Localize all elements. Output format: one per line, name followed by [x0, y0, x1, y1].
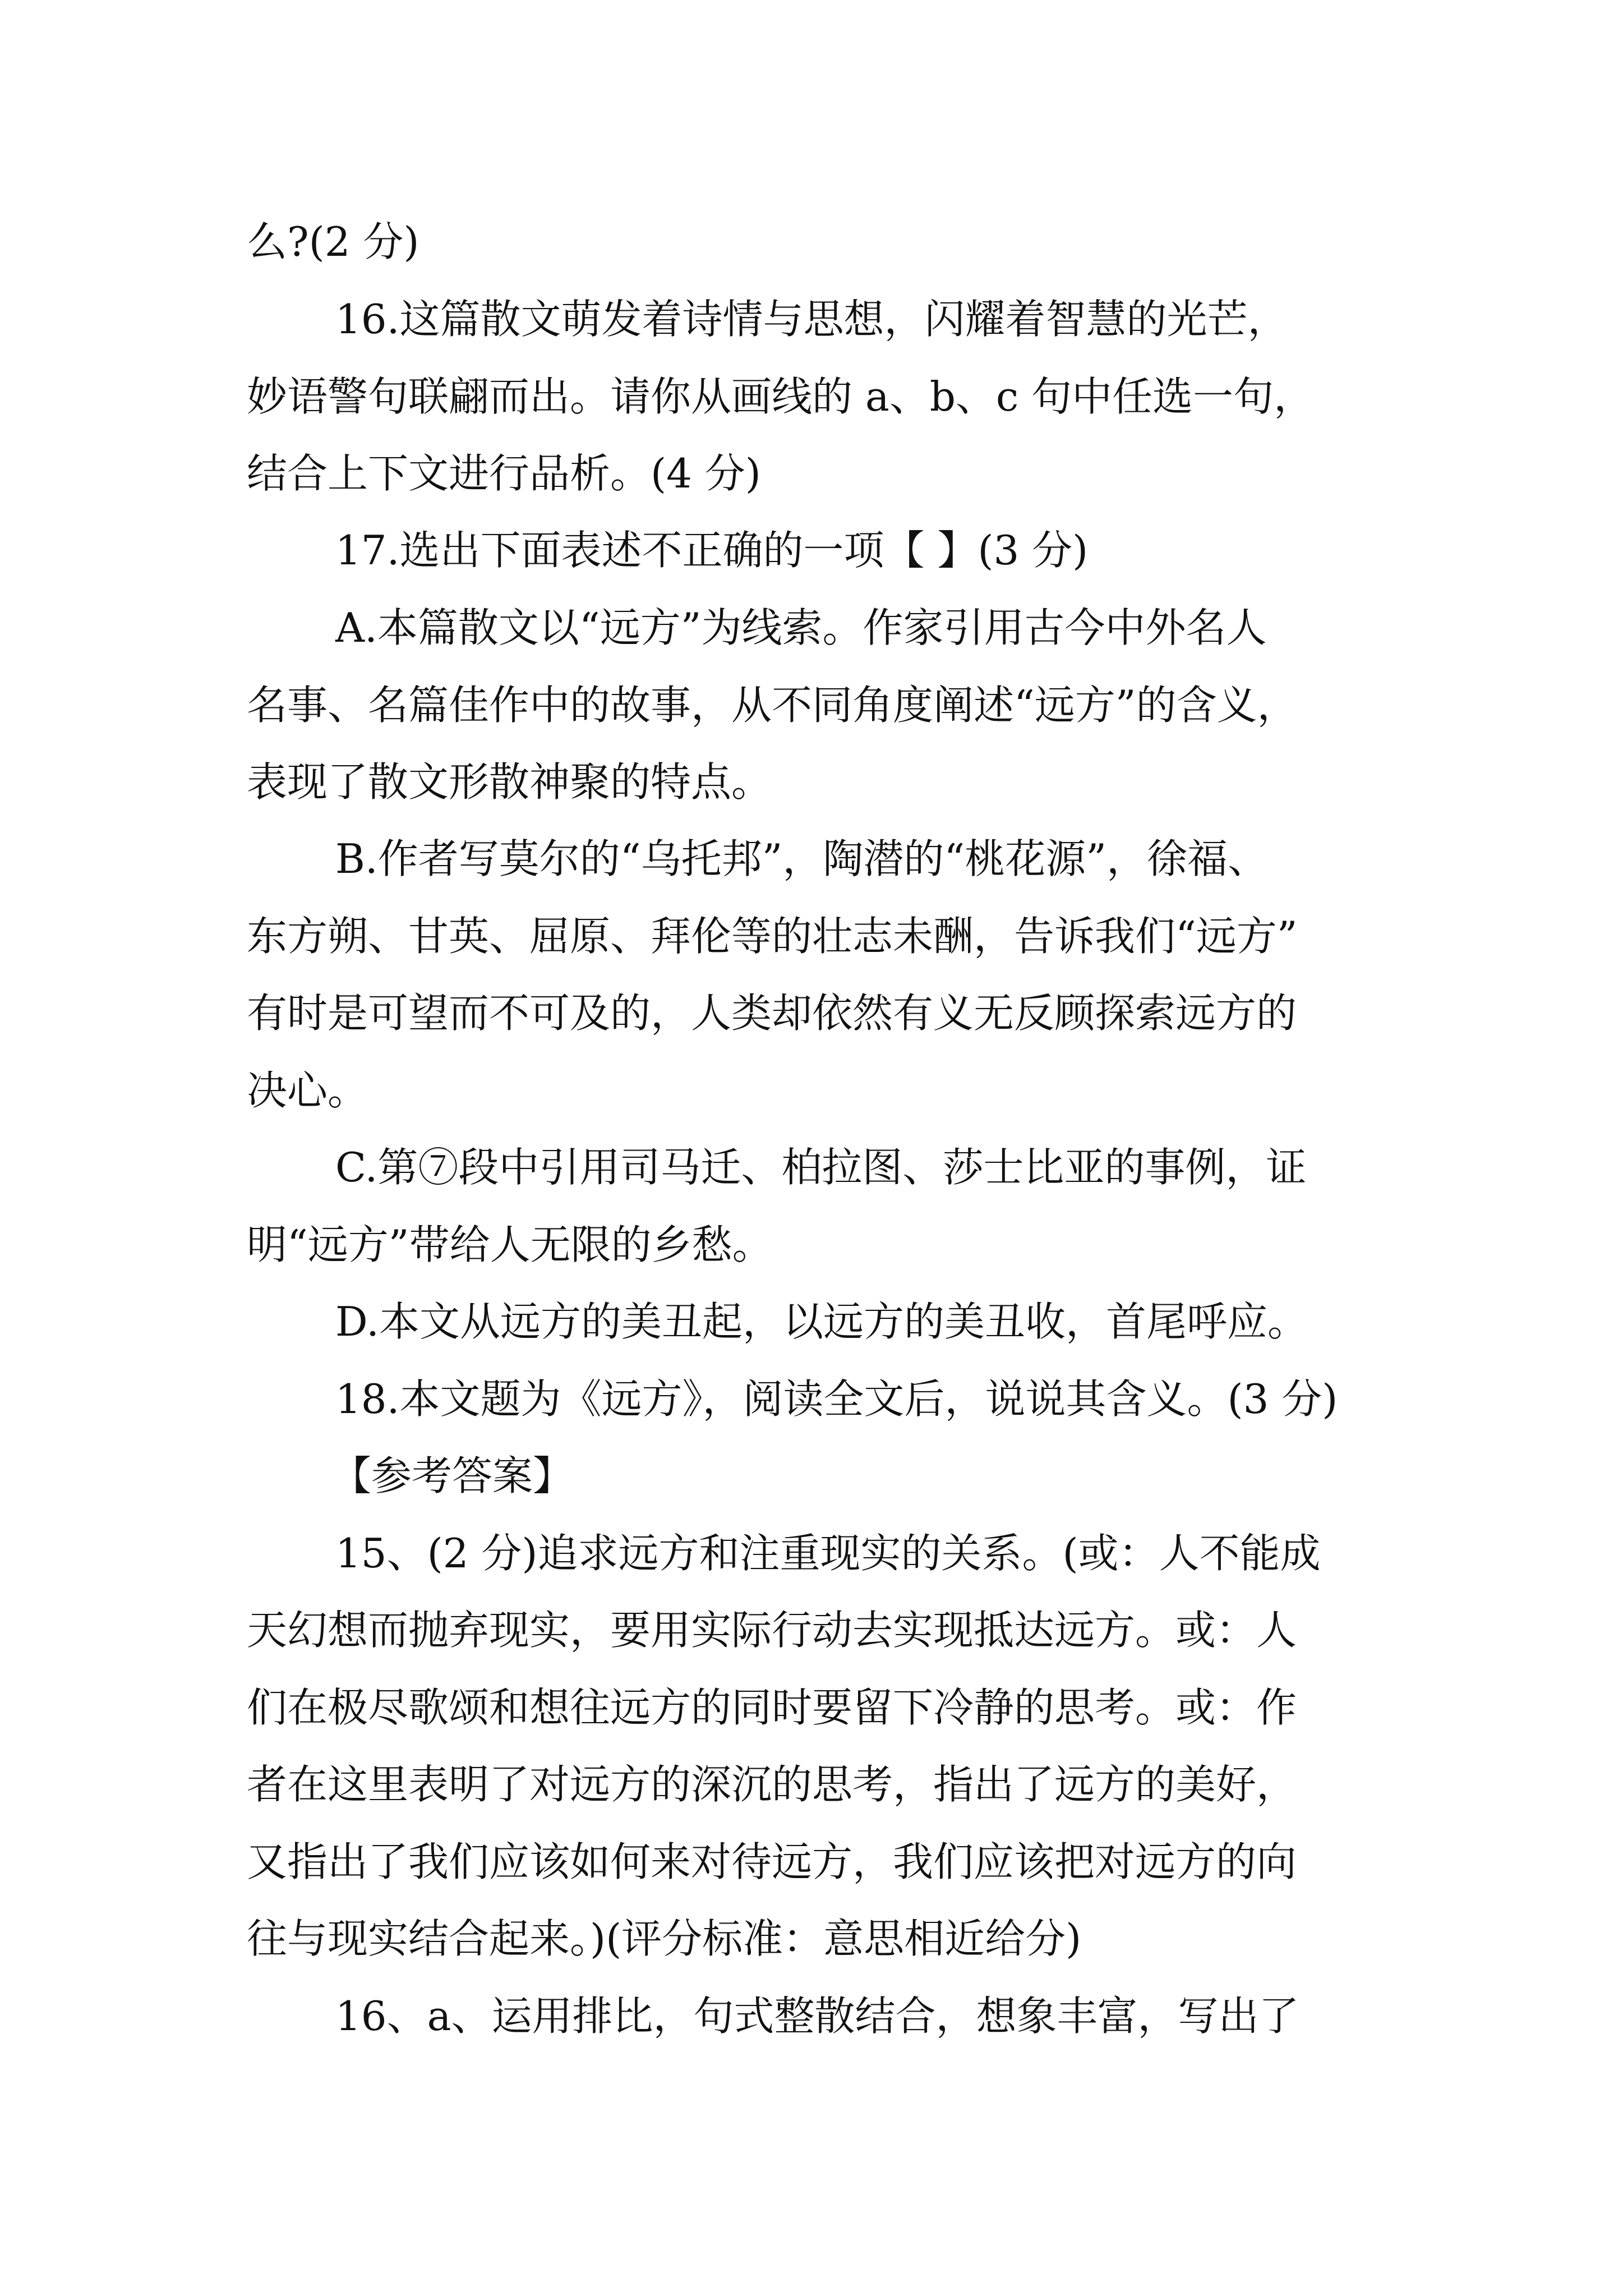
option-b-line-3: 有时是可望而不可及的，人类却依然有义无反顾探索远方的: [247, 990, 1297, 1037]
answer-16-line-1: 16、a、运用排比，句式整散结合，想象丰富，写出了: [335, 1993, 1299, 2040]
option-a-line-1: A.本篇散文以“远方”为线索。作家引用古今中外名人: [335, 604, 1267, 651]
option-d-line: D.本文从远方的美丑起，以远方的美丑收，首尾呼应。: [335, 1298, 1308, 1345]
answer-15-line-4: 者在这里表明了对远方的深沉的思考，指出了远方的美好，: [247, 1761, 1297, 1808]
option-b-line-2: 东方朔、甘英、屈原、拜伦等的壮志未酬，告诉我们“远方”: [247, 913, 1298, 960]
option-a-line-2: 名事、名篇佳作中的故事，从不同角度阐述“远方”的含义，: [247, 682, 1298, 729]
answer-15-line-1: 15、(2 分)追求远方和注重现实的关系。(或：人不能成: [335, 1530, 1321, 1577]
question-17-line: 17.选出下面表述不正确的一项【 】(3 分): [335, 527, 1089, 574]
option-b-line-4: 决心。: [247, 1067, 368, 1114]
reference-answer-heading: 【参考答案】: [331, 1452, 574, 1499]
option-b-line-1: B.作者写莫尔的“乌托邦”，陶潜的“桃花源”，徐福、: [335, 835, 1269, 882]
question-16-line-2: 妙语警句联翩而出。请你从画线的 a、b、c 句中任选一句，: [247, 373, 1315, 420]
question-16-line-1: 16.这篇散文萌发着诗情与思想，闪耀着智慧的光芒，: [335, 296, 1288, 343]
answer-15-line-5: 又指出了我们应该如何来对待远方，我们应该把对远方的向: [247, 1838, 1297, 1885]
text-line-1: 么?(2 分): [247, 218, 419, 265]
answer-15-line-6: 往与现实结合起来。)(评分标准：意思相近给分): [247, 1915, 1082, 1962]
option-c-line-2: 明“远方”带给人无限的乡愁。: [247, 1221, 773, 1268]
option-a-line-3: 表现了散文形散神聚的特点。: [247, 758, 772, 806]
answer-15-line-3: 们在极尽歌颂和想往远方的同时要留下冷静的思考。或：作: [247, 1684, 1297, 1731]
question-18-line: 18.本文题为《远方》，阅读全文后，说说其含义。(3 分): [335, 1375, 1338, 1423]
question-16-line-3: 结合上下文进行品析。(4 分): [247, 450, 761, 497]
answer-15-line-2: 天幻想而抛弃现实，要用实际行动去实现抵达远方。或：人: [247, 1607, 1297, 1654]
option-c-line-1: C.第⑦段中引用司马迁、柏拉图、莎士比亚的事例，证: [335, 1144, 1307, 1191]
